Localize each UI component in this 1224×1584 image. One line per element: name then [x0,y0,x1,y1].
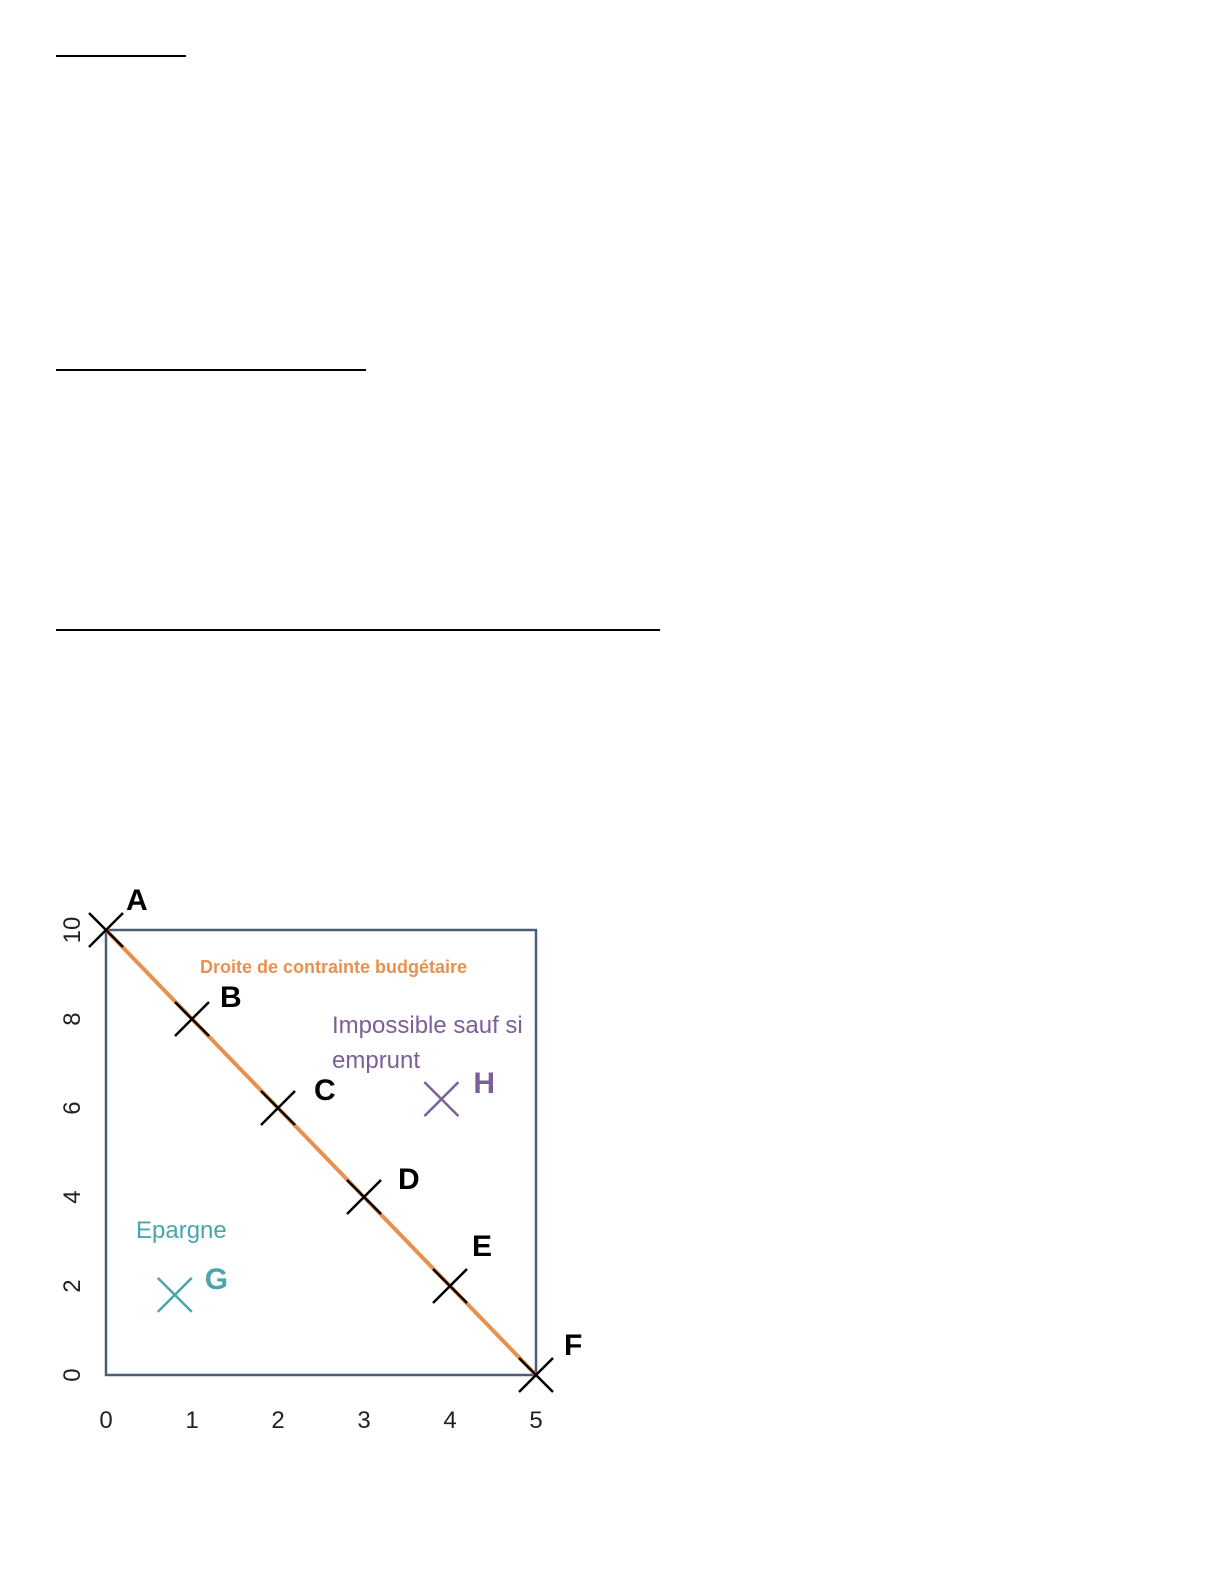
x-tick-label: 4 [443,1407,457,1434]
point-marker-b [175,1002,209,1036]
annotation-text: emprunt [332,1047,421,1074]
point-label-a: A [126,884,148,917]
point-label-h: H [473,1067,496,1101]
point-label-b: B [220,981,242,1014]
point-marker-c [261,1091,295,1125]
point-marker-h [424,1082,458,1116]
section-rule-2 [56,369,366,371]
y-tick-label: 8 [59,1012,86,1026]
section-rule-1 [56,55,186,57]
point-marker-e [433,1269,467,1303]
point-label-f: F [564,1329,583,1362]
y-tick-label: 10 [59,916,86,944]
annotation-text: Epargne [136,1217,227,1244]
budget-constraint-line [106,930,536,1375]
budget-line-label: Droite de contrainte budgétaire [200,957,468,977]
x-tick-label: 0 [99,1407,113,1434]
point-label-e: E [472,1230,493,1263]
budget-constraint-chart [0,860,640,1460]
x-tick-label: 3 [357,1407,371,1434]
x-tick-label: 1 [185,1407,199,1434]
x-tick-label: 2 [271,1407,285,1434]
point-marker-g [158,1278,192,1312]
point-label-g: G [204,1262,229,1296]
annotation-text: Impossible sauf si [332,1012,523,1039]
y-tick-label: 4 [59,1190,86,1204]
x-tick-label: 5 [529,1407,543,1434]
section-rule-3 [56,629,660,631]
y-tick-label: 2 [59,1279,86,1293]
point-label-d: D [398,1163,420,1196]
point-marker-d [347,1180,381,1214]
y-tick-label: 6 [59,1101,86,1115]
y-tick-label: 0 [59,1368,86,1382]
point-label-c: C [314,1074,336,1107]
